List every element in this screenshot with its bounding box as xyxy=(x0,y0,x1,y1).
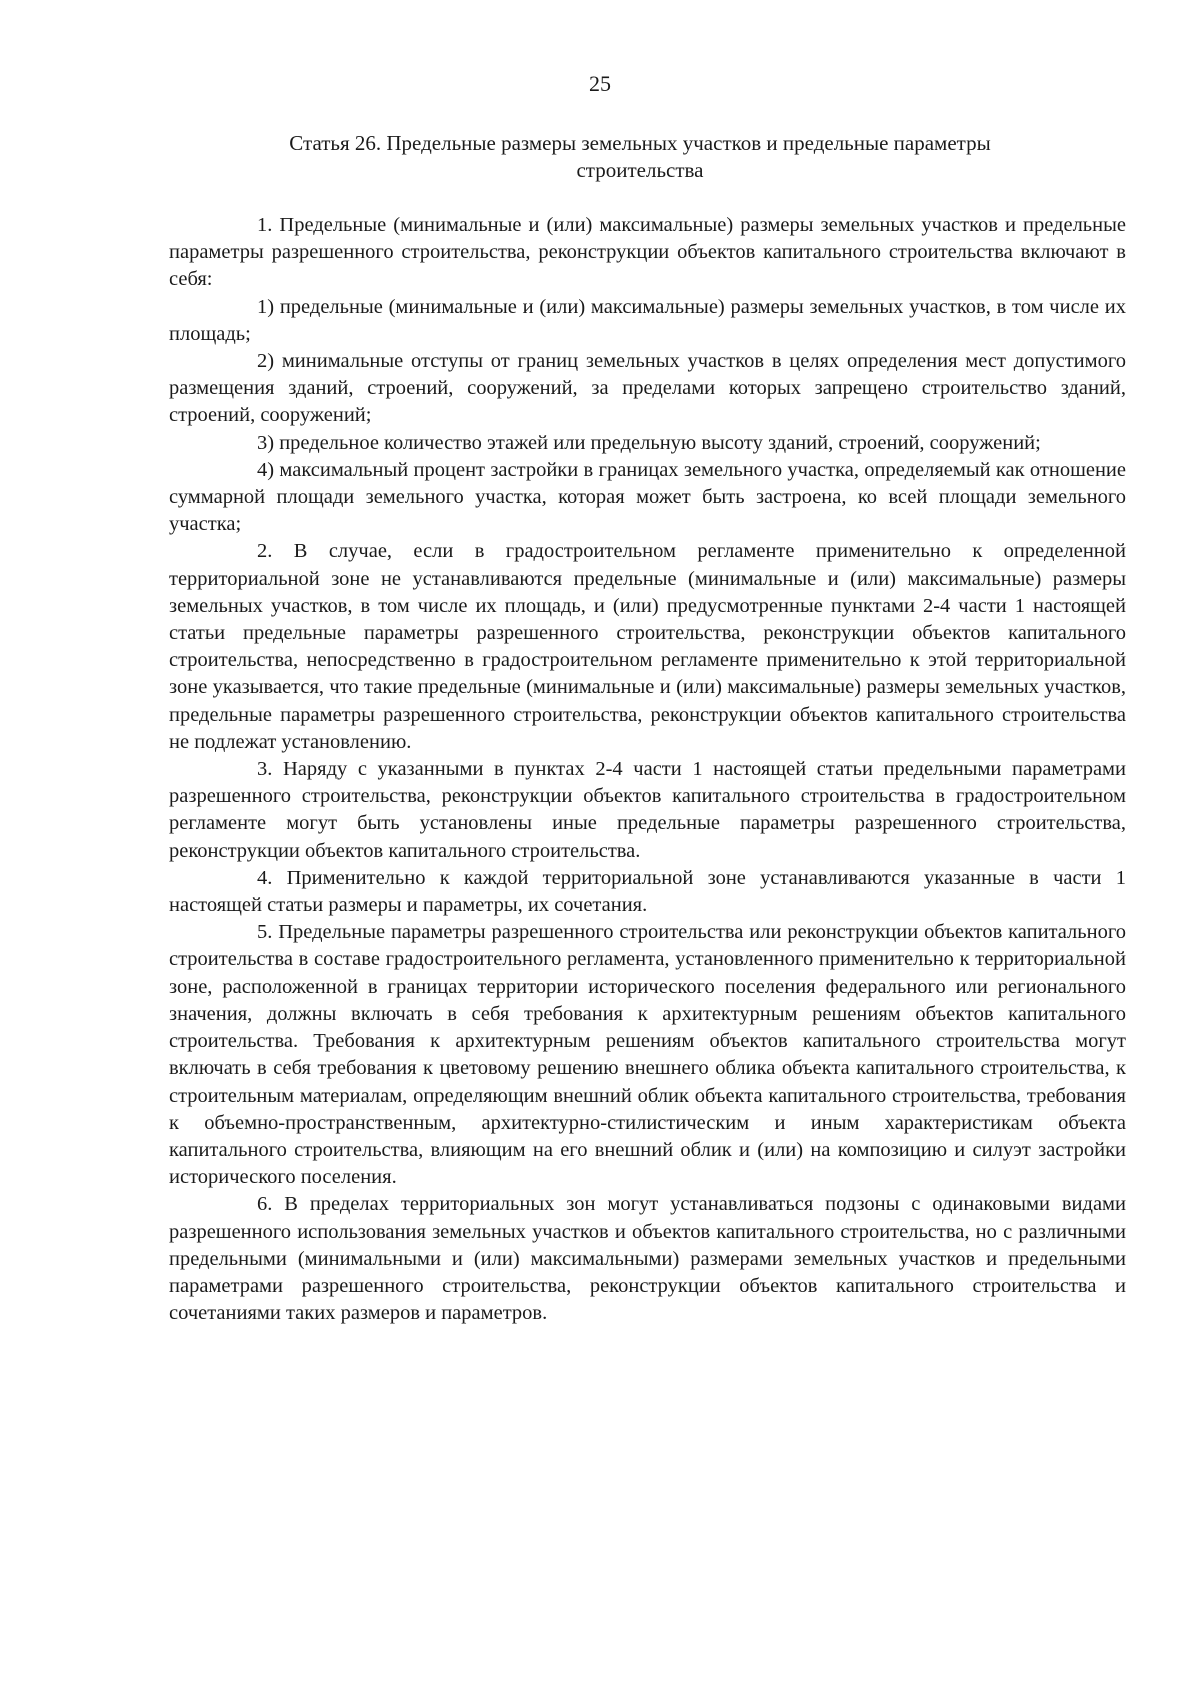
paragraph-5: 5. Предельные параметры разрешенного строительства или реконструкции объектов капитального строительства в составе градостроительного регламента, установленного применительно к территориальной зоне, расположенной в границах территории исторического поселения федерального или регионального значения, должны включать в себя требования к архитектурным решениям объектов капитального строительства. Требования к архитектурным решениям объектов капитального строительства могут включать в себя требования к цветовому решению внешнего облика объекта капитального строительства, к строительным материалам, определяющим внешний облик объекта капитального строительства, требования к объемно-пространственным, архитектурно-стилистическим и иным характеристикам объекта капитального строительства, влияющим на его внешний облик и (или) на композицию и силуэт застройки исторического поселения. xyxy=(169,921,1126,1189)
paragraph-1-item-2: 2) минимальные отступы от границ земельных участков в целях определения мест допустимого размещения зданий, строений, сооружений, за пределами которых запрещено строительство зданий, строений, сооружений; xyxy=(169,350,1126,427)
paragraph-1: 1. Предельные (минимальные и (или) максимальные) размеры земельных участков и предельные параметры разрешенного строительства, реконструкции объектов капитального строительства включают в себя: xyxy=(169,214,1126,291)
paragraph-4: 4. Применительно к каждой территориальной зоне устанавливаются указанные в части 1 настоящей статьи размеры и параметры, их сочетания. xyxy=(169,866,1126,917)
article-body xyxy=(169,212,1126,1327)
page-number: 25 xyxy=(589,71,611,96)
paragraph-6: 6. В пределах территориальных зон могут устанавливаться подзоны с одинаковыми видами разрешенного использования земельных участков и объектов капитального строительства, но с различными предельными (минимальными и (или) максимальными) размерами земельных участков и предельными параметрами разрешенного строительства, реконструкции объектов капитального строительства и сочетаниями таких размеров и параметров. xyxy=(169,1193,1126,1325)
paragraph-3: 3. Наряду с указанными в пунктах 2-4 части 1 настоящей статьи предельными параметрами разрешенного строительства, реконструкции объектов капитального строительства в градостроительном регламенте могут быть установлены иные предельные параметры разрешенного строительства, реконструкции объектов капитального строительства. xyxy=(169,758,1126,862)
paragraph-1-item-4: 4) максимальный процент застройки в границах земельного участка, определяемый как отношение суммарной площади земельного участка, которая может быть застроена, ко всей площади земельного участка; xyxy=(169,458,1126,536)
paragraph-2: 2. В случае, если в градостроительном регламенте применительно к определенной территориальной зоне не устанавливаются предельные (минимальные и (или) максимальные) размеры земельных участков, в том числе их площадь, и (или) предусмотренные пунктами 2-4 части 1 настоящей статьи предельные параметры разрешенного строительства, реконструкции объектов капитального строительства, непосредственно в градостроительном регламенте применительно к этой территориальной зоне указывается, что такие предельные (минимальные и (или) максимальные) размеры земельных участков, предельные параметры разрешенного строительства, реконструкции объектов капитального строительства не подлежат установлению. xyxy=(169,540,1126,753)
article-title: Статья 26. Предельные размеры земельных участков и предельные параметры строительства xyxy=(289,131,991,182)
paragraph-1-item-1: 1) предельные (минимальные и (или) максимальные) размеры земельных участков, в том числе их площадь; xyxy=(169,295,1126,345)
paragraph-1-item-3: 3) предельное количество этажей или предельную высоту зданий, строений, сооружений; xyxy=(257,431,1041,454)
